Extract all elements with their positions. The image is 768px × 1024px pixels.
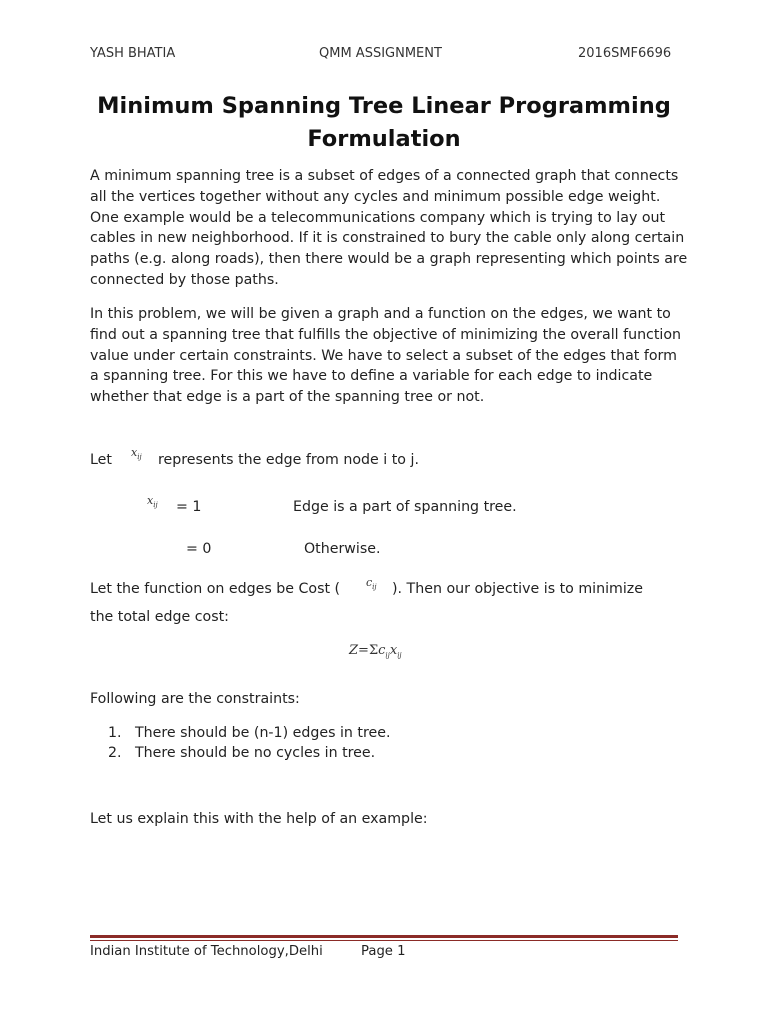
x-ij-variable [131,446,142,461]
objective-c: c [378,643,386,658]
let-suffix: represents the edge from node i to j. [158,452,419,468]
case-1-subscript: ij [153,501,158,510]
case-1-meaning: Edge is a part of spanning tree. [293,499,517,515]
list-number: 1. [108,725,122,741]
case-1-x-symbol: x [147,494,154,507]
constraints-intro: Following are the constraints: [90,691,300,707]
list-text: There should be no cycles in tree. [135,744,376,761]
cost-suffix: ). Then our objective is to minimize [392,581,643,597]
objective-c-subscript: ij [385,651,390,660]
objective-formula [349,643,402,660]
problem-paragraph: In this problem, we will be given a graph and a function on the edges, we want to find out a spanning tree that fulfills the objective of minimizing the overall function value under certain constraints. We have to select a subset of the edges that form a spanning tree. For this we have to define a variable for each edge to indicate whether that edge is a part of the spanning tree or not. [90,306,682,406]
c-subscript: ij [372,583,377,592]
objective-x-subscript: ij [397,651,402,660]
list-item [108,744,391,764]
case-1-value: = 1 [176,499,202,515]
footer-rule-thick [90,935,678,938]
case-1-variable [147,494,158,509]
list-item [108,724,391,744]
header-course: QMM ASSIGNMENT [319,46,442,61]
case-2-value: = 0 [186,541,212,557]
footer-rule-thin [90,940,678,941]
x-subscript: ij [137,453,142,462]
intro-paragraph: A minimum spanning tree is a subset of edges of a connected graph that connects all the vertices together without any cycles and minimum possible edge weight. One example would be a telecommunications company which is trying to lay out cables in new neighborhood. If it is constrained to bury the cable only along certain paths (e.g. along roads), then there would be a graph representing which points are connected by those paths. [90,168,688,288]
let-prefix: Let [90,452,112,468]
example-intro: Let us explain this with the help of an example: [90,811,428,827]
footer-institute: Indian Institute of Technology,Delhi [90,944,323,959]
list-number: 2. [108,744,122,761]
list-text: There should be (n-1) edges in tree. [135,725,391,741]
objective-x: x [389,643,398,658]
cost-prefix: Let the function on edges be Cost ( [90,581,341,597]
objective-operator: =Σ [358,643,379,658]
cost-continuation: the total edge cost: [90,609,229,625]
case-2-meaning: Otherwise. [304,541,381,557]
c-ij-variable [366,576,377,591]
footer-page-number: Page 1 [361,944,406,959]
header-roll-number: 2016SMF6696 [578,46,672,61]
x-symbol: x [131,446,138,459]
page-title: Minimum Spanning Tree Linear Programming Formulation [97,93,671,152]
constraints-list [108,724,391,763]
objective-lhs: Z [349,643,359,658]
c-symbol: c [366,576,373,589]
header-author: YASH BHATIA [90,46,176,61]
